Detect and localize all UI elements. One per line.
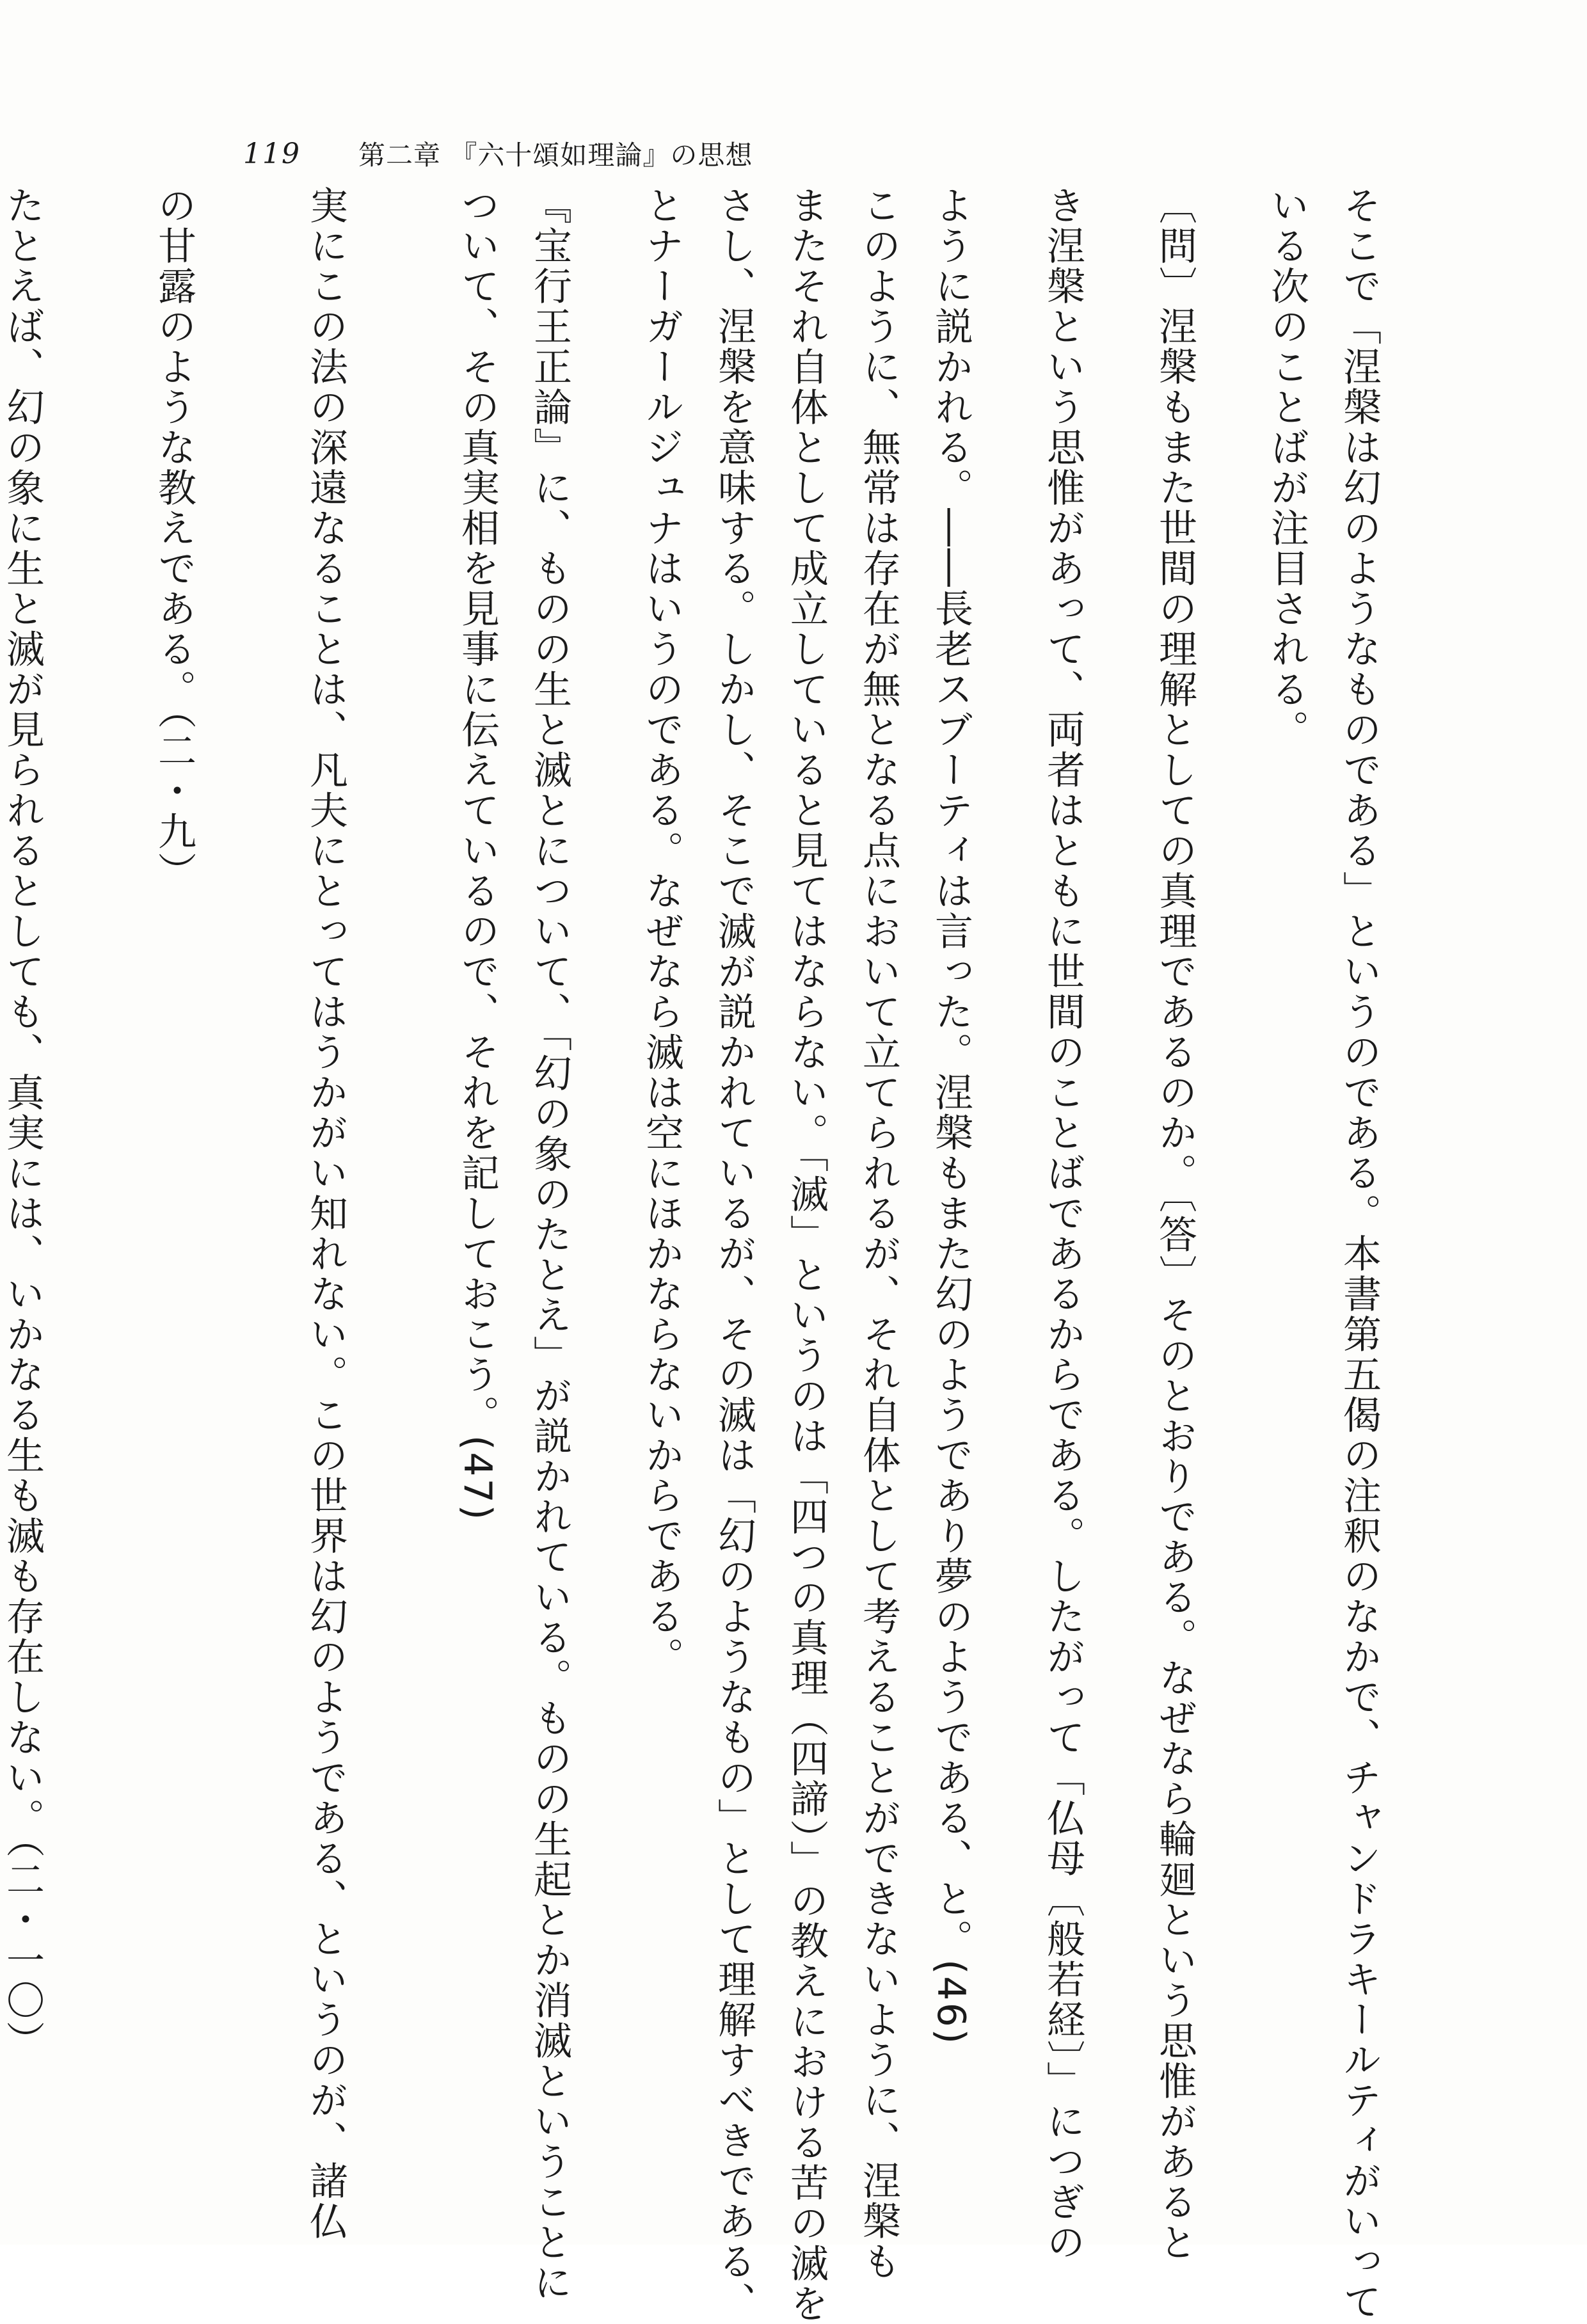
- text-line: の甘露のような教えである。（二・九）: [152, 186, 196, 892]
- text-line: このように、無常は存在が無となる点において立てられるが、それ自体として考えることができないように、涅槃も: [856, 186, 901, 2282]
- text-line: またそれ自体として成立していると見てはならない。「滅」というのは「四つの真理（四諦）」の教えにおける苦の滅を: [784, 186, 829, 2324]
- body-text: [0, 186, 1395, 2324]
- text-line: き涅槃という思惟があって、両者はともに世間のことばであるからである。したがって「仏母〔般若経〕」につぎの: [1041, 186, 1085, 2263]
- text-line: 〔問〕涅槃もまた世間の理解としての真理であるのか。〔答〕そのとおりである。なぜなら輪廻という思惟があると: [1152, 186, 1197, 2263]
- text-line: ついて、その真実相を見事に伝えているので、それを記しておこう。(47): [455, 186, 500, 1522]
- page-header: [243, 131, 753, 176]
- text-line: さし、涅槃を意味する。しかし、そこで滅が説かれているが、その滅は「幻のようなもの」として理解すべきである、: [712, 186, 756, 2322]
- text-line: とナーガールジュナはいうのである。なぜなら滅は空にほかならないからである。: [639, 186, 684, 1677]
- running-head: 第二章 『六十頌如理論』の思想: [358, 139, 753, 171]
- text-line: ように説かれる。――長老スブーティは言った。涅槃もまた幻のようであり夢のようである、と。(46): [929, 186, 973, 2046]
- text-line: いる次のことばが注目される。: [1264, 186, 1309, 750]
- text-line: 『宝行王正論』に、ものの生と滅とについて、「幻の象のたとえ」が説かれている。ものの生起とか消滅ということに: [527, 186, 572, 2303]
- text-line: 実にこの法の深遠なることは、凡夫にとってはうかがい知れない。この世界は幻のようである、というのが、諸仏: [303, 186, 348, 2241]
- text-line: たとえば、幻の象に生と滅が見られるとしても、真実には、いかなる生も滅も存在しない。（二・一〇）: [0, 186, 45, 2061]
- text-line: そこで「涅槃は幻のようなものである」というのである。本書第五偈の注釈のなかで、チャンドラキールティがいって: [1337, 186, 1382, 2322]
- page-number: 119: [243, 137, 301, 170]
